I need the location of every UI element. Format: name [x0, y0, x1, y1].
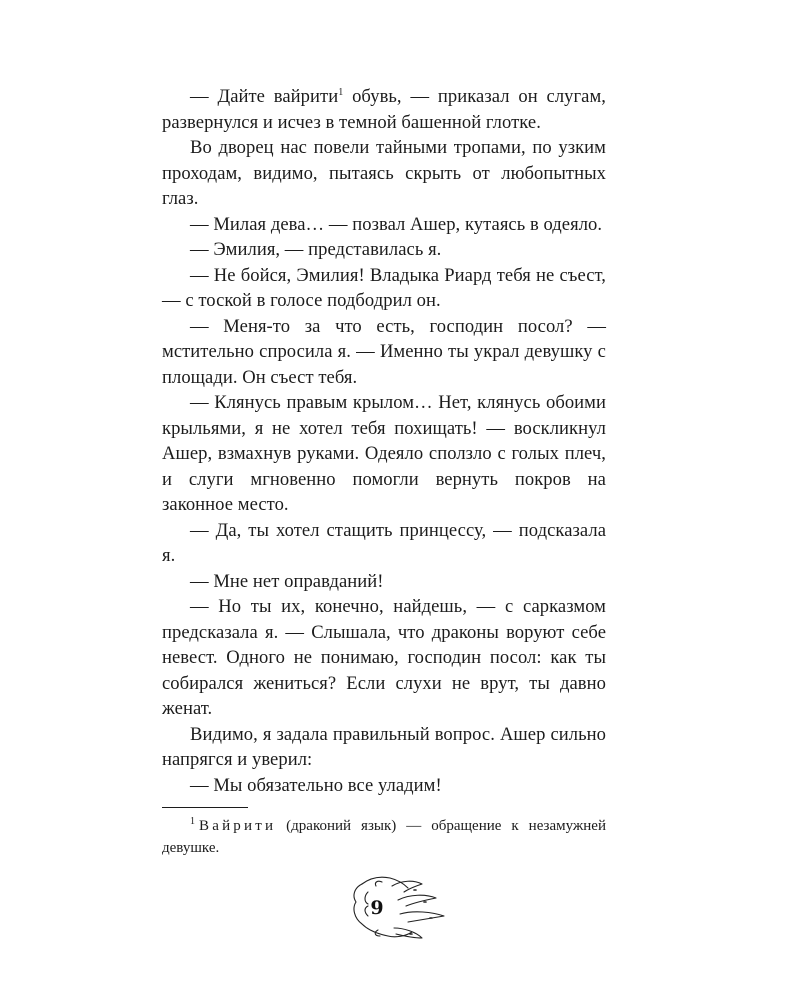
page-number: 9	[370, 897, 384, 919]
footnote-term: Вайрити	[199, 818, 277, 834]
dragon-claw-ornament-icon	[340, 866, 460, 946]
footnote-divider	[162, 807, 248, 808]
footnote	[162, 815, 606, 859]
paragraph-1	[162, 84, 606, 135]
footnote-mark: 1	[190, 816, 195, 827]
paragraph-1-after: обувь, — приказал он слугам, развернулся и исчез в темной башенной глотке.	[162, 86, 606, 133]
footnote-text: (драконий язык) — обращение к незамужней девушке.	[162, 818, 606, 856]
paragraph-11: Видимо, я задала правильный вопрос. Ашер сильно напрягся и уверил:	[162, 723, 606, 770]
paragraph-12: — Мы обязательно все уладим!	[190, 774, 442, 796]
paragraph-5: — Не бойся, Эмилия! Владыка Риард тебя не съест, — с тоской в голосе подбодрил он.	[162, 264, 606, 311]
paragraph-3: — Милая дева… — позвал Ашер, кутаясь в одеяло.	[190, 213, 603, 235]
paragraph-1-before: — Дайте вайрити	[190, 86, 339, 107]
paragraph-6: — Меня-то за что есть, господин посол? — мстительно спросила я. — Именно ты украл девушку с площади. Он съест тебя.	[162, 315, 606, 388]
paragraph-10: — Но ты их, конечно, найдешь, — с сарказмом предсказала я. — Слышала, что драконы воруют себе невест. Одного не понимаю, господин посол: как ты собирался жениться? Если слухи не врут, ты давно женат.	[162, 596, 606, 719]
paragraph-8: — Да, ты хотел стащить принцессу, — подсказала я.	[162, 519, 606, 566]
footnote-reference[interactable]: 1	[338, 86, 344, 98]
paragraph-7: — Клянусь правым крылом… Нет, клянусь обоими крыльями, я не хотел тебя похищать! — воскликнул Ашер, взмахнув руками. Одеяло сползло с голых плеч, и слуги мгновенно помогли вернуть покров на законное место.	[162, 392, 606, 515]
paragraph-4: — Эмилия, — представилась я.	[190, 239, 442, 260]
body-text	[162, 84, 606, 798]
paragraph-9: — Мне нет оправданий!	[190, 570, 384, 592]
paragraph-2: Во дворец нас повели тайными тропами, по узким проходам, видимо, пытаясь скрыть от любопытных глаз.	[162, 137, 606, 209]
